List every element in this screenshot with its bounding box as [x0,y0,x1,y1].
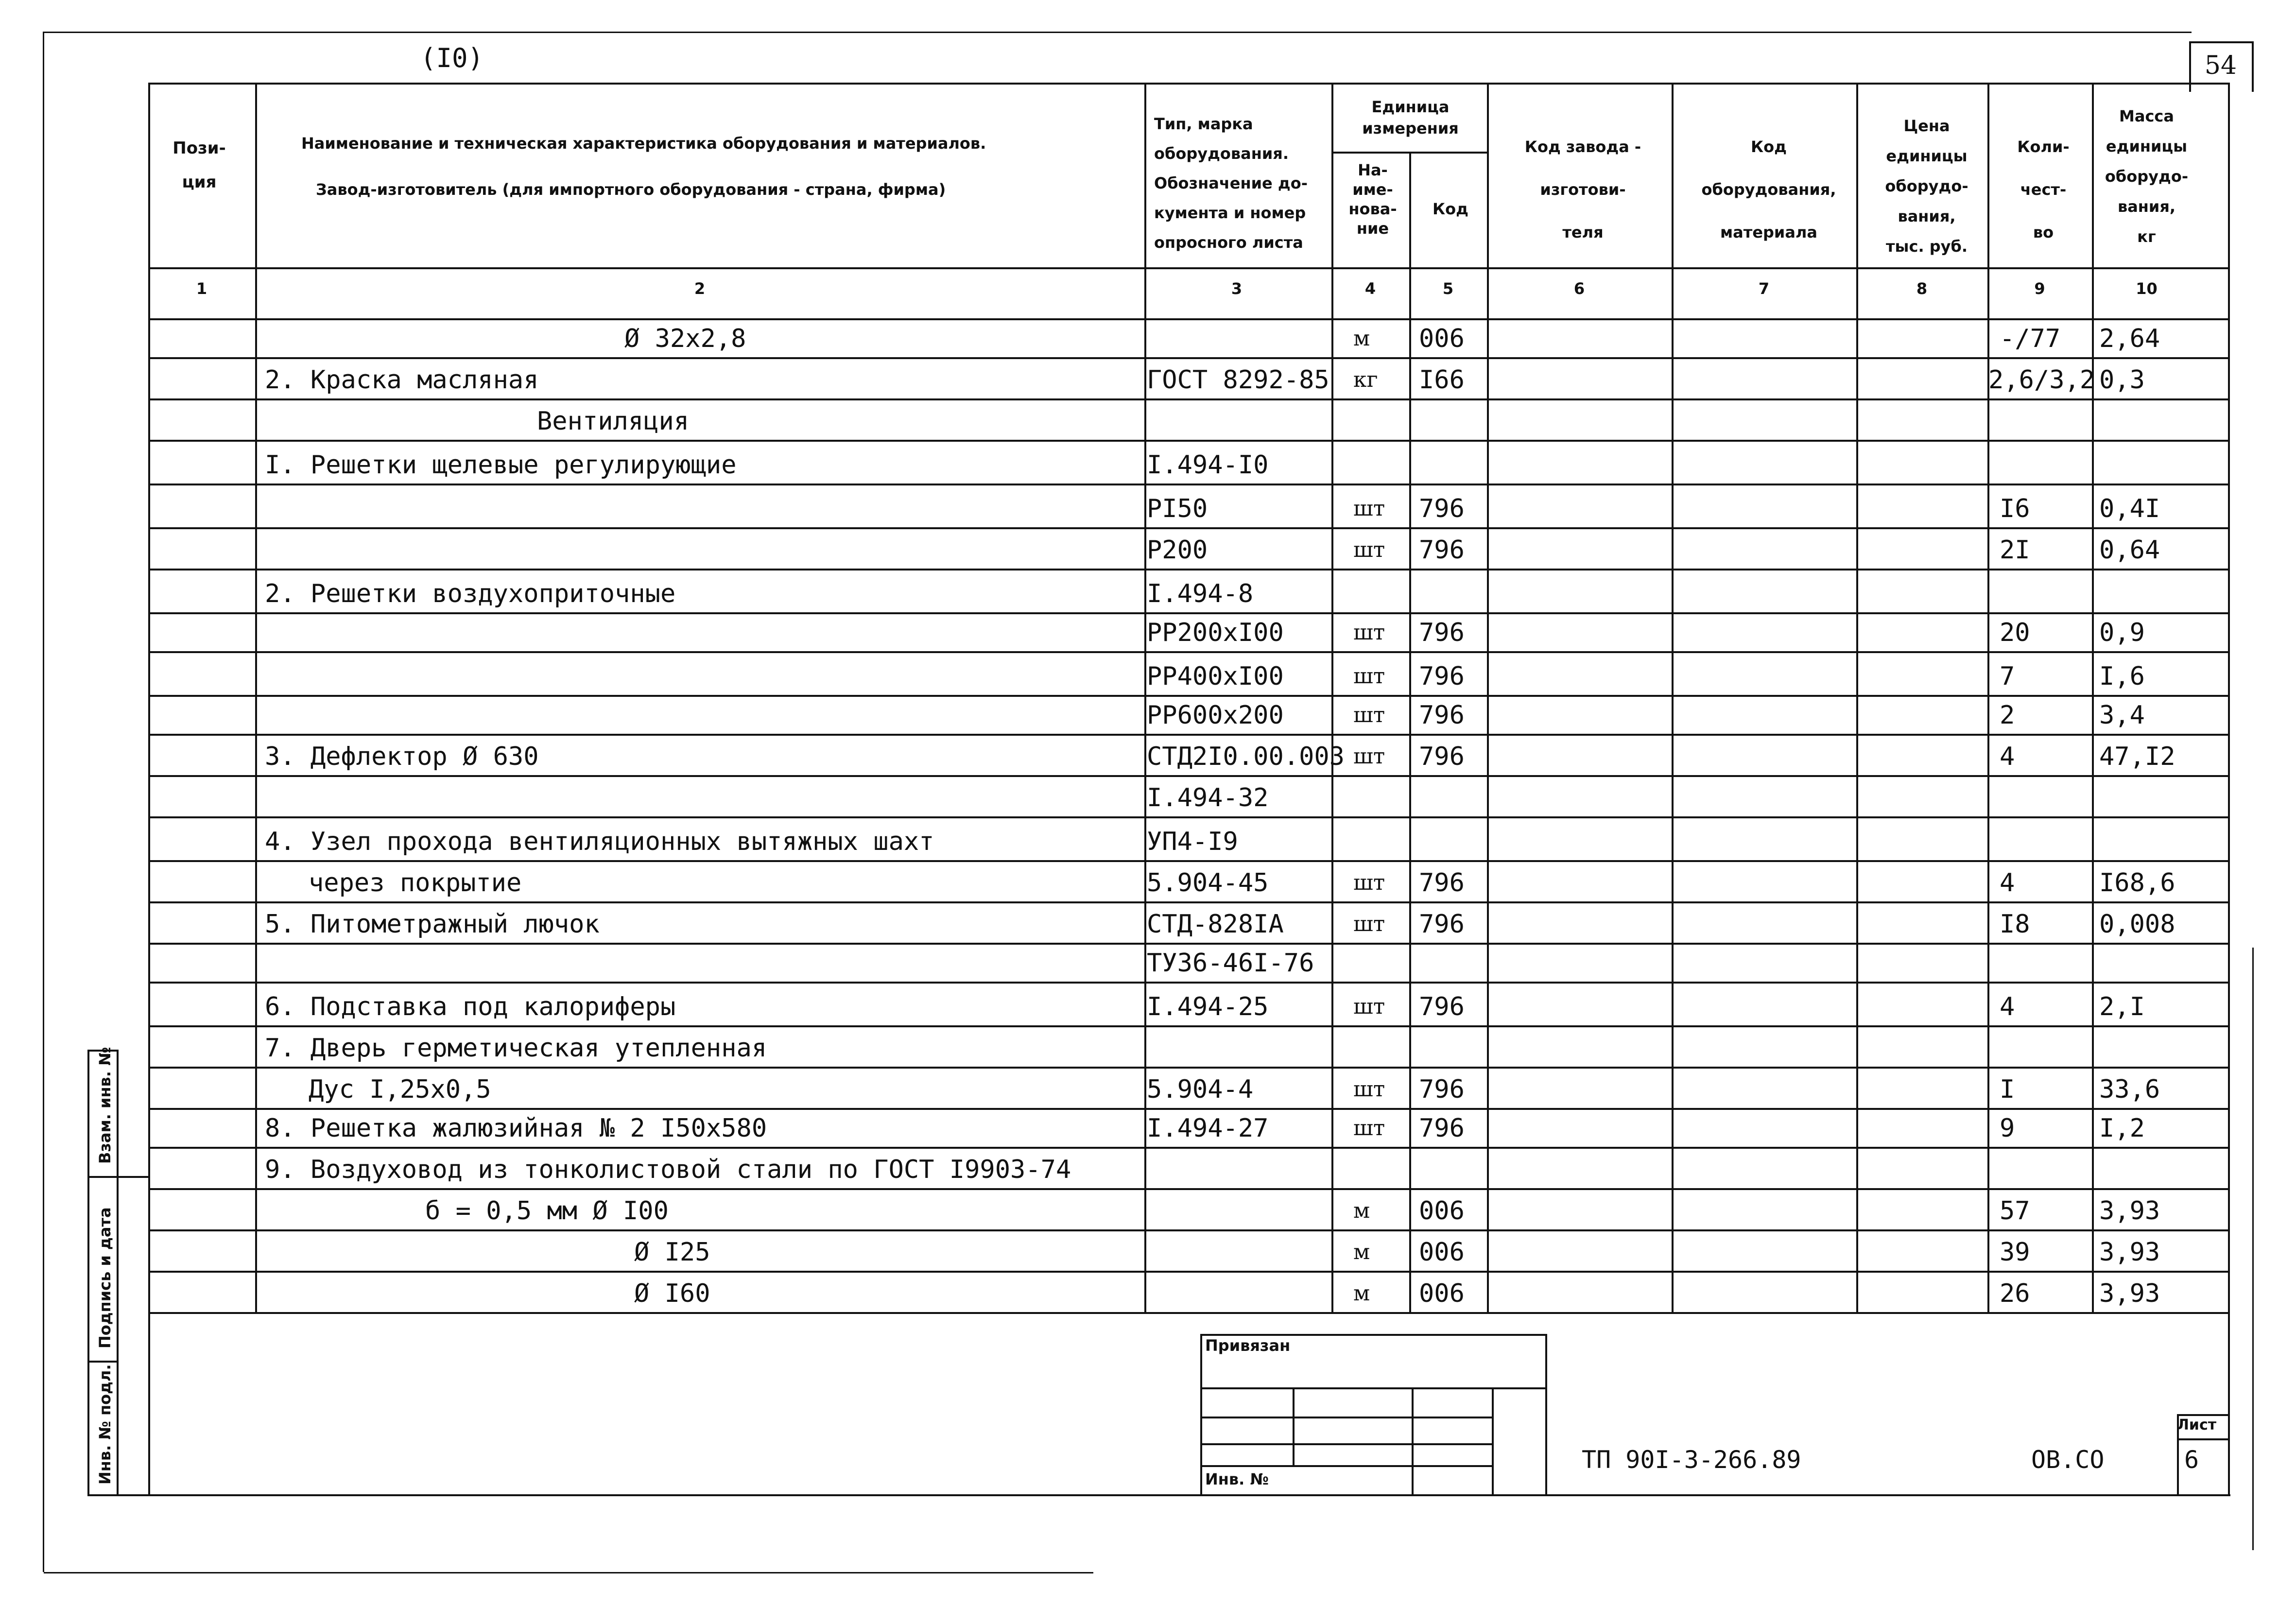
cell-mass: 2,I [2099,992,2145,1021]
cell-unit: шт [1353,664,1385,689]
cell-code: 006 [1419,1279,1465,1308]
cell-unit: кг [1353,367,1378,392]
cell-name: 5. Питометражный лючок [265,910,600,939]
page-left-line [43,32,44,1572]
cell-code: 006 [1419,1238,1465,1267]
cell-unit: шт [1353,994,1385,1019]
col-num-10: 10 [2136,279,2158,298]
cell-qty: 9 [2000,1114,2015,1143]
column-border [2228,83,2230,1312]
cell-name: Ø I25 [634,1238,710,1267]
stamp-top [1200,1334,1545,1336]
cell-mass: 0,008 [2099,910,2175,939]
cell-mass: 3,93 [2099,1196,2160,1226]
row-border [148,651,2228,653]
cell-type: PI50 [1147,494,1208,523]
row-border [148,569,2228,570]
cell-code: 796 [1419,494,1465,523]
cell-name: через покрытие [309,868,522,898]
cell-unit: шт [1353,620,1385,645]
stamp-border [1293,1387,1295,1465]
row-border [148,734,2228,736]
cell-name: Дус I,25x0,5 [309,1075,491,1104]
cell-name: 7. Дверь герметическая утепленная [265,1034,767,1063]
cell-unit: шт [1353,537,1385,562]
col-num-8: 8 [1916,279,1928,298]
cell-unit: шт [1353,496,1385,521]
cell-mass: 3,93 [2099,1238,2160,1267]
stamp-border [1545,1334,1547,1494]
column-border [1331,83,1333,1312]
stamp-inv: Инв. № [1205,1470,1269,1488]
numbers-bottom-border [148,318,2228,320]
row-border [148,1147,2228,1149]
cell-unit: м [1353,1281,1370,1306]
cell-unit: шт [1353,703,1385,727]
column-border [1409,152,1411,1312]
cell-type: I.494-27 [1147,1114,1269,1143]
row-border [148,527,2228,529]
header-unit-group: Единица измерения [1362,98,1459,138]
frame-bottom-border [87,1494,2230,1496]
side-strip-mid [117,1050,119,1494]
cell-qty: 2,6/3,2 [1988,365,2095,395]
cell-qty: 7 [2000,662,2015,691]
row-border [148,1108,2228,1110]
row-border [148,816,2228,818]
cell-qty: 39 [2000,1238,2030,1267]
row-border [148,943,2228,945]
side-strip-div [87,1361,117,1363]
cell-name: 2. Краска масляная [265,365,539,395]
col-num-4: 4 [1364,279,1376,298]
cell-type: 5.904-4 [1147,1075,1254,1104]
stamp-border [1492,1387,1494,1494]
cell-qty: 4 [2000,742,2015,771]
cell-type: ГОСТ 8292-85 [1147,365,1329,395]
header-mass: Масса единицы оборудо- вания, кг [2105,107,2189,246]
cell-type: I.494-32 [1147,783,1269,812]
cell-mass: 2,64 [2099,324,2160,353]
row-border [148,1271,2228,1273]
cell-code: 796 [1419,1075,1465,1104]
cell-code: 796 [1419,1114,1465,1143]
cell-code: 796 [1419,618,1465,647]
row-border [148,1067,2228,1069]
row-border [148,1229,2228,1231]
sheet-box-line [2177,1438,2228,1440]
header-name-line1: Наименование и техническая характеристика оборудования и материалов. [301,134,986,153]
cell-mass: 3,4 [2099,701,2145,730]
cell-type: СТД2I0.00.003 [1147,742,1345,771]
header-factory-code: Код завода - изготови- теля [1524,138,1641,242]
cell-name: б = 0,5 мм Ø I00 [425,1196,669,1226]
cell-unit: шт [1353,1077,1385,1102]
row-border [148,695,2228,697]
header-price: Цена единицы оборудо- вания, тыс. руб. [1885,117,1968,256]
col-num-9: 9 [2034,279,2045,298]
cell-code: 796 [1419,868,1465,898]
header-type: Тип, марка оборудования. Обозначение до- кумента и номер опросного листа [1154,115,1308,252]
col-num-1: 1 [196,279,207,298]
stamp-tied: Привязан [1205,1336,1291,1355]
col-num-7: 7 [1758,279,1770,298]
cell-code: 796 [1419,742,1465,771]
cell-type: СТД-828IA [1147,910,1284,939]
row-border [148,775,2228,777]
top-marker: (I0) [420,43,484,73]
cell-qty: 4 [2000,868,2015,898]
cell-mass: I68,6 [2099,868,2175,898]
cell-unit: шт [1353,744,1385,769]
col-num-6: 6 [1573,279,1585,298]
cell-name: Вентиляция [537,407,690,436]
column-border [1144,83,1146,1312]
side-strip-left [87,1050,89,1494]
cell-mass: I,6 [2099,662,2145,691]
cell-unit: м [1353,326,1370,351]
stamp-sheet-value: 6 [2184,1446,2199,1474]
cell-code: 796 [1419,536,1465,565]
cell-unit: м [1353,1198,1370,1223]
cell-code: I66 [1419,365,1465,395]
cell-unit: шт [1353,870,1385,895]
header-name-line2: Завод-изготовитель (для импортного оборудования - страна, фирма) [316,180,946,199]
cell-unit: шт [1353,912,1385,936]
row-border [148,1025,2228,1027]
cell-mass: 3,93 [2099,1279,2160,1308]
cell-qty: 4 [2000,992,2015,1021]
cell-mass: 47,I2 [2099,742,2175,771]
sheet-box-top [2177,1414,2228,1416]
col-num-2: 2 [694,279,706,298]
page-right-line [2252,948,2254,1550]
column-border [1487,83,1489,1312]
frame-right-lower [2228,1312,2230,1494]
row-border [148,357,2228,359]
cell-code: 796 [1419,701,1465,730]
col-num-5: 5 [1442,279,1454,298]
row-border [148,440,2228,442]
cell-name: Ø 32x2,8 [624,324,746,353]
cell-type: I.494-8 [1147,579,1254,608]
cell-name: I. Решетки щелевые регулирующие [265,450,737,480]
cell-mass: 0,9 [2099,618,2145,647]
column-border [1672,83,1674,1312]
cell-code: 796 [1419,992,1465,1021]
header-bottom-border [148,267,2228,269]
column-border [2092,83,2094,1312]
row-border [148,982,2228,984]
cell-type: PP600x200 [1147,701,1284,730]
cell-qty: 2 [2000,701,2015,730]
stamp-suffix: ОВ.СО [2031,1446,2105,1474]
cell-code: 796 [1419,910,1465,939]
cell-mass: 0,4I [2099,494,2160,523]
cell-type: I.494-25 [1147,992,1269,1021]
cell-qty: 26 [2000,1279,2030,1308]
side-strip-link [117,1176,148,1178]
header-equipment-code: Код оборудования, материала [1701,138,1836,242]
cell-qty: I6 [2000,494,2030,523]
page-bottom-line [44,1572,1093,1573]
row-border [148,612,2228,614]
cell-name: 6. Подставка под калориферы [265,992,676,1021]
header-unit-code: Код [1433,200,1468,218]
cell-mass: I,2 [2099,1114,2145,1143]
cell-name: 3. Дефлектор Ø 630 [265,742,539,771]
header-quantity: Коли- чест- во [2017,138,2070,242]
row-border [148,901,2228,903]
cell-mass: 33,6 [2099,1075,2160,1104]
cell-qty: 2I [2000,536,2030,565]
header-position: Пози- ция [173,138,226,192]
cell-mass: 0,64 [2099,536,2160,565]
cell-type: 5.904-45 [1147,868,1269,898]
page-top-line [44,32,2192,33]
side-label-inv-orig: Инв. № подл. [96,1364,114,1485]
stamp-doc-code: ТП 90I-3-266.89 [1582,1446,1801,1474]
cell-type: УП4-I9 [1147,827,1238,856]
cell-type: PP200xI00 [1147,618,1284,647]
cell-code: 796 [1419,662,1465,691]
column-border [1856,83,1858,1312]
cell-unit: шт [1353,1116,1385,1140]
row-border [148,484,2228,485]
cell-type: ТУ36-46I-76 [1147,949,1314,978]
stamp-line [1200,1465,1492,1467]
row-border [148,398,2228,400]
row-border [148,1312,2228,1314]
cell-qty: -/77 [2000,324,2061,353]
cell-type: I.494-I0 [1147,450,1269,480]
cell-code: 006 [1419,324,1465,353]
cell-name: 4. Узел прохода вентиляционных вытяжных шахт [265,827,934,856]
table-top-border [148,83,2228,85]
cell-type: P200 [1147,536,1208,565]
cell-qty: 20 [2000,618,2030,647]
cell-qty: 57 [2000,1196,2030,1226]
side-label-sign-date: Подпись и дата [96,1207,114,1348]
side-strip-div [87,1176,117,1178]
cell-unit: м [1353,1240,1370,1264]
column-border [255,83,257,1312]
cell-name: Ø I60 [634,1279,710,1308]
cell-name: 9. Воздуховод из тонколистовой стали по ГОСТ I9903-74 [265,1155,1071,1184]
frame-left-lower [148,1312,150,1494]
column-border [148,83,150,1312]
cell-code: 006 [1419,1196,1465,1226]
col-num-3: 3 [1231,279,1243,298]
column-border [1987,83,1989,1312]
cell-name: 8. Решетка жалюзийная № 2 I50x580 [265,1114,767,1143]
cell-qty: I8 [2000,910,2030,939]
row-border [148,1188,2228,1190]
cell-mass: 0,3 [2099,365,2145,395]
cell-type: PP400xI00 [1147,662,1284,691]
side-label-inv-replace: Взам. инв. № [96,1047,114,1164]
cell-qty: I [2000,1075,2015,1104]
cell-name: 2. Решетки воздухоприточные [265,579,676,608]
sheet-number: 54 [2204,51,2237,80]
stamp-line [1200,1417,1492,1418]
header-unit-name: На- име- нова- ние [1348,161,1397,238]
stamp-line [1200,1443,1492,1445]
row-border [148,860,2228,862]
stamp-border [1200,1334,1202,1494]
stamp-sheet-label: Лист [2177,1417,2217,1434]
stamp-border [1412,1387,1414,1494]
